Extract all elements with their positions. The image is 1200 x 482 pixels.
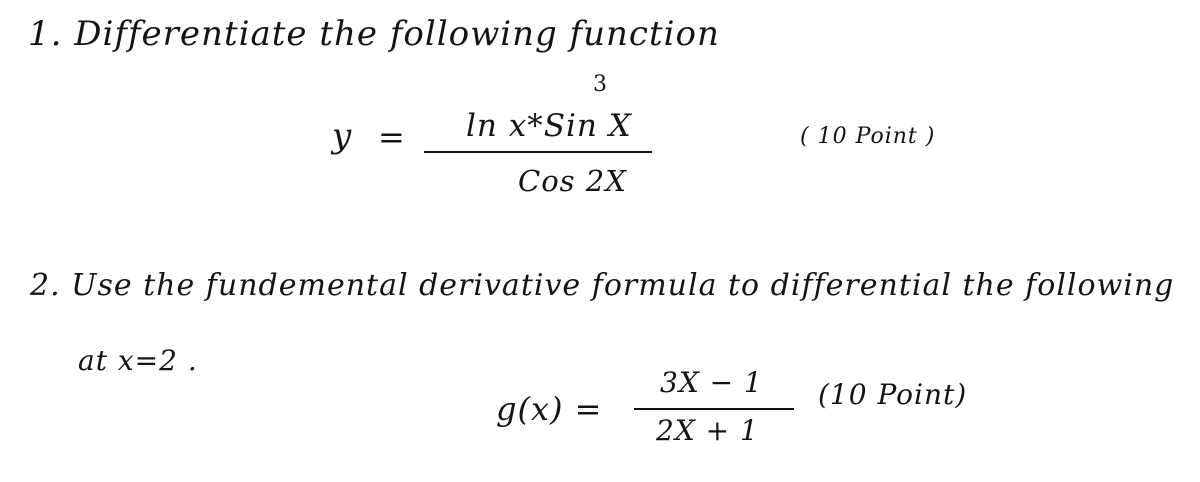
question-2-function-name: g(x) = bbox=[496, 390, 603, 428]
question-1-points: ( 10 Point ) bbox=[800, 124, 936, 149]
question-2-fraction-bar bbox=[634, 408, 794, 410]
question-1-denominator: Cos 2X bbox=[518, 164, 627, 198]
question-2-points: (10 Point) bbox=[818, 378, 968, 411]
question-1-fraction-bar bbox=[424, 151, 652, 153]
question-1-equals-sign: = bbox=[378, 118, 406, 156]
question-2-heading: 2. Use the fundemental derivative formula to differential the following bbox=[30, 268, 1175, 303]
question-1-heading: 1. Differentiate the following function bbox=[28, 14, 720, 54]
question-2-evaluation-point: at x=2 . bbox=[78, 344, 198, 377]
question-1-function-name: y bbox=[332, 116, 353, 156]
question-2-numerator: 3X − 1 bbox=[660, 366, 763, 399]
question-1-numerator: ln x*Sin X bbox=[466, 108, 632, 144]
question-1-exponent: 3 bbox=[593, 72, 608, 97]
question-2-denominator: 2X + 1 bbox=[656, 414, 759, 447]
